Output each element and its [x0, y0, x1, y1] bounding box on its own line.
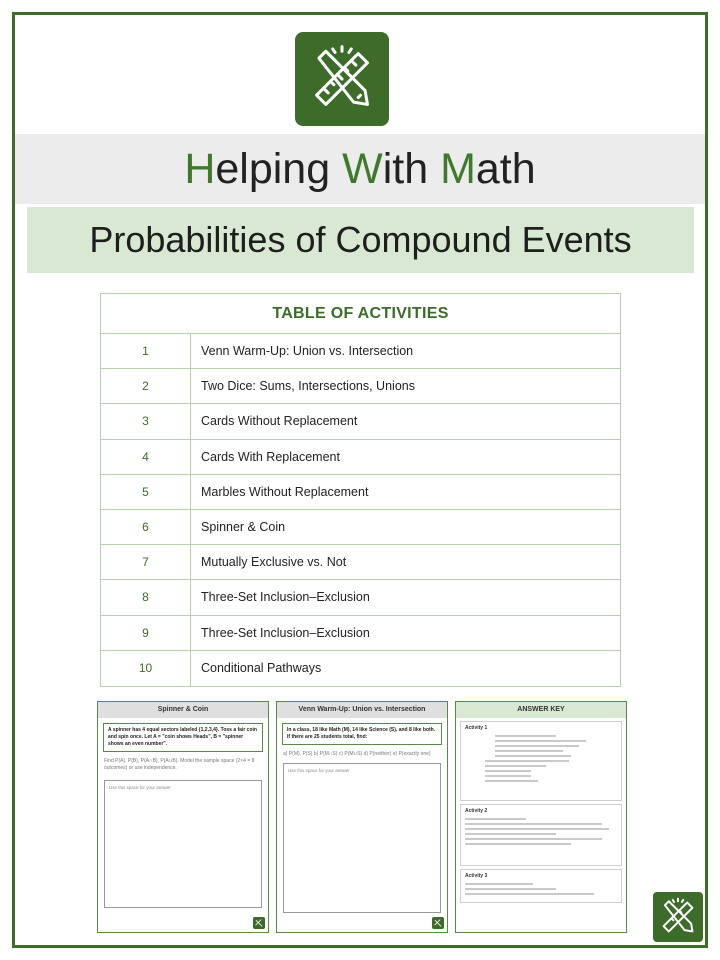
activity-label: Activity 3 — [465, 873, 488, 879]
toc-row — [101, 404, 620, 439]
answer-key-activity — [460, 869, 622, 903]
answer-area: Use this space for your answer — [104, 780, 262, 908]
brand-title — [15, 134, 705, 204]
activity-number: 4 — [101, 440, 191, 474]
preview-title: Venn Warm-Up: Union vs. Intersection — [277, 702, 447, 718]
answer-area: Use this space for your answer — [283, 763, 441, 913]
activity-title: Cards With Replacement — [201, 449, 340, 464]
toc-row — [101, 580, 620, 615]
toc-row — [101, 510, 620, 545]
task-text: Find P(A), P(B), P(A∩B), P(A∪B). Model the sample space (2×4 = 8 outcomes) or use independence. — [104, 758, 255, 771]
toc-row — [101, 616, 620, 651]
brand-title-part: ith — [382, 145, 441, 193]
activity-title: Conditional Pathways — [201, 660, 322, 675]
brand-banner — [15, 134, 705, 204]
brand-title-part: W — [342, 145, 383, 193]
answer-key-activity — [460, 804, 622, 866]
activity-label: Activity 1 — [465, 725, 488, 731]
activity-title: Mutually Exclusive vs. Not — [201, 555, 347, 570]
preview-venn-worksheet — [276, 701, 448, 933]
toc-row — [101, 545, 620, 580]
brand-title-part: elping — [215, 145, 343, 193]
problem-box: In a class, 18 like Math (M), 14 like Science (S), and 8 like both. If there are 25 students total, find: — [282, 723, 442, 745]
pencil-ruler-icon — [651, 890, 705, 944]
preview-spinner-worksheet — [97, 701, 269, 933]
toc-row — [101, 334, 620, 369]
activity-title: Venn Warm-Up: Union vs. Intersection — [201, 344, 414, 358]
activity-number: 7 — [101, 545, 191, 579]
brand-title-part: H — [184, 145, 216, 193]
brand-title-part: M — [440, 145, 476, 193]
answer-key-activity — [460, 721, 622, 801]
activity-number: 3 — [101, 404, 191, 438]
activity-number: 6 — [101, 510, 191, 544]
brand-title-part: ath — [475, 145, 536, 193]
activity-number: 10 — [101, 651, 191, 686]
activity-number: 5 — [101, 475, 191, 509]
topic-title: Probabilities of Compound Events — [89, 219, 632, 260]
activity-title: Three-Set Inclusion–Exclusion — [201, 590, 370, 605]
pencil-ruler-icon — [295, 32, 389, 126]
activity-title: Two Dice: Sums, Intersections, Unions — [201, 379, 415, 394]
toc-row — [101, 475, 620, 510]
pencil-ruler-icon — [253, 917, 265, 929]
activity-title: Spinner & Coin — [201, 519, 286, 534]
activity-title: Cards Without Replacement — [201, 414, 358, 429]
activity-number: 1 — [101, 334, 191, 368]
table-of-activities — [100, 293, 621, 687]
toc-row — [101, 651, 620, 686]
task-text: a) P(M), P(S) b) P(M∩S) c) P(M∪S) d) P(neither) e) P(exactly one) — [283, 751, 431, 757]
activity-number: 8 — [101, 580, 191, 614]
preview-title: ANSWER KEY — [456, 702, 626, 718]
toc-row — [101, 440, 620, 475]
toc-heading: TABLE OF ACTIVITIES — [101, 294, 620, 334]
pencil-ruler-icon — [432, 917, 444, 929]
preview-title: Spinner & Coin — [98, 702, 268, 718]
activity-number: 9 — [101, 616, 191, 650]
preview-answer-key — [455, 701, 627, 933]
activity-number: 2 — [101, 369, 191, 403]
activity-title: Marbles Without Replacement — [201, 484, 369, 499]
problem-box: A spinner has 4 equal sectors labeled {1,2,3,4}. Toss a fair coin and spin once. Let A = "coin shows Heads", B = "spinner shows an even number". — [103, 723, 263, 752]
activity-label: Activity 2 — [465, 808, 488, 814]
topic-banner — [27, 207, 694, 273]
activity-title: Three-Set Inclusion–Exclusion — [201, 625, 370, 640]
toc-row — [101, 369, 620, 404]
